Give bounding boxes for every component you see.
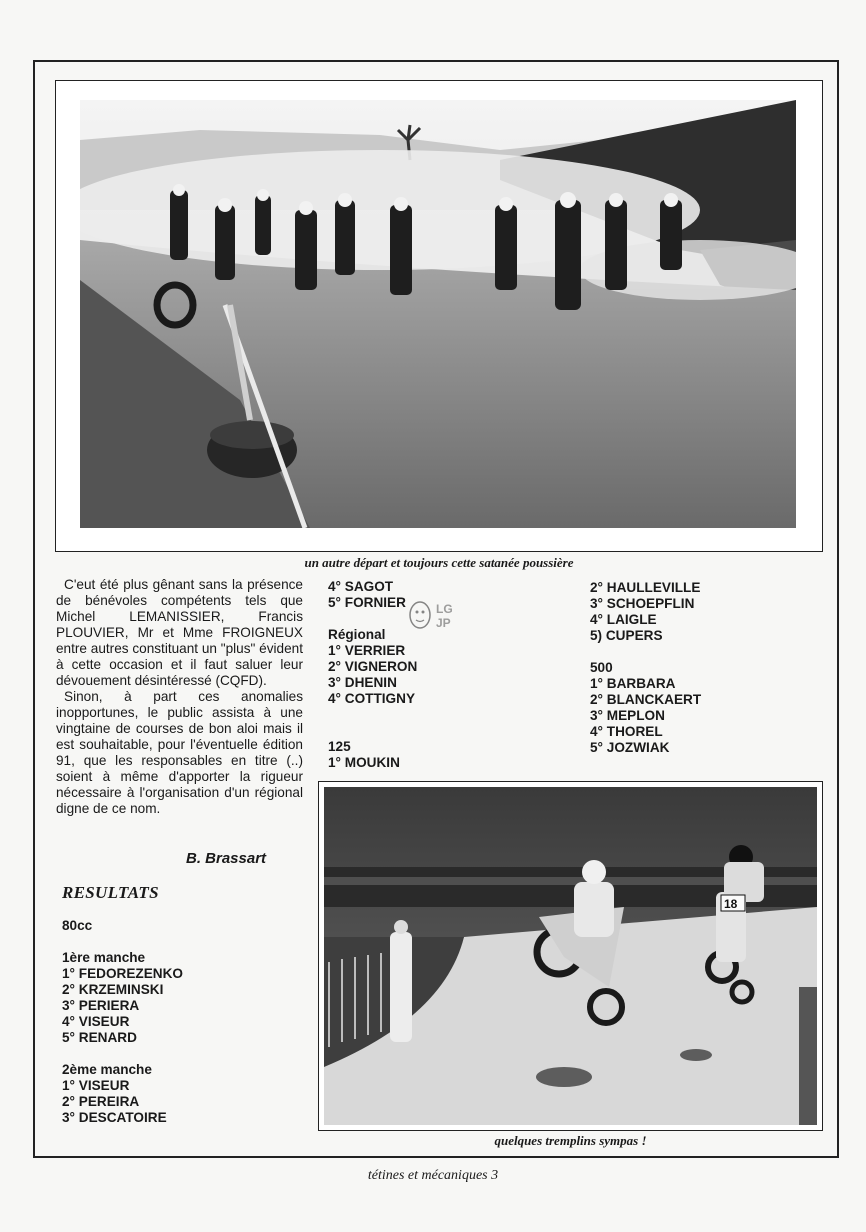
result-line: 1ère manche <box>62 950 146 965</box>
result-line: 125 <box>328 739 351 754</box>
result-line: 1° VERRIER <box>328 643 406 658</box>
result-line: 1° BARBARA <box>590 676 676 691</box>
result-line: 3° DESCATOIRE <box>62 1110 167 1125</box>
article-paragraph: Sinon, à part ces anomalies inopportunes, le public assista à une vingtaine de courses de bon aloi mais il est souhaitable, pour l'éventuelle édition 91, que les responsables en titre (..) soient à même d'apporter la rigueur nécessaire à l'organisation d'un régional digne de ce nom. <box>56 689 303 816</box>
article-paragraph: C'eut été plus gênant sans la présence de bénévoles compétents tels que Michel LEMANISSIER, Francis PLOUVIER, Mr et Mme FROIGNEUX entre autres constituant un "plus" évident à cette occasion et il faut saluer leur dévouement désintéressé (CQFD). <box>56 577 303 688</box>
photo2-illustration <box>324 787 817 1125</box>
results-column-3 <box>590 580 701 756</box>
result-line: Régional <box>328 627 386 642</box>
page-footer: tétines et mécaniques 3 <box>367 1168 499 1183</box>
result-line: 5° FORNIER <box>328 595 406 610</box>
article-body <box>56 577 303 817</box>
result-line: 4° LAIGLE <box>590 612 657 627</box>
result-line: 5) CUPERS <box>590 628 663 643</box>
result-line: 500 <box>590 660 613 675</box>
bike-number-label: 18 <box>724 897 738 911</box>
result-line: 3° MEPLON <box>590 708 665 723</box>
result-line: 4° VISEUR <box>62 1014 130 1029</box>
result-line: 2° VIGNERON <box>328 659 418 674</box>
result-line: 1° VISEUR <box>62 1078 130 1093</box>
svg-text:LG: LG <box>436 602 453 616</box>
results-column-1 <box>62 918 183 1126</box>
result-line: 3° DHENIN <box>328 675 397 690</box>
result-line: 1° FEDOREZENKO <box>62 966 183 981</box>
result-line: 4° THOREL <box>590 724 663 739</box>
result-line: 5° RENARD <box>62 1030 137 1045</box>
result-line: 4° COTTIGNY <box>328 691 416 706</box>
results-column-2 <box>328 579 417 771</box>
lgjp-stamp-logo <box>408 597 460 633</box>
result-line: 1° MOUKIN <box>328 755 400 770</box>
result-line: 2° PEREIRA <box>62 1094 140 1109</box>
photo2-caption: quelques tremplins sympas ! <box>494 1133 647 1148</box>
motocross-jump-photo <box>324 787 817 1125</box>
result-line: 3° PERIERA <box>62 998 140 1013</box>
result-line: 2° HAULLEVILLE <box>590 580 701 595</box>
result-line: 2° BLANCKAERT <box>590 692 702 707</box>
result-line: 4° SAGOT <box>328 579 394 594</box>
result-line: 5° JOZWIAK <box>590 740 670 755</box>
svg-text:JP: JP <box>436 616 451 630</box>
result-line: 3° SCHOEPFLIN <box>590 596 695 611</box>
photo1-caption: un autre départ et toujours cette satanée poussière <box>304 555 574 570</box>
motocross-start-photo <box>80 100 796 528</box>
result-line: 80cc <box>62 918 93 933</box>
results-title: RESULTATS <box>62 883 159 902</box>
result-line: 2ème manche <box>62 1062 152 1077</box>
result-line: 2° KRZEMINSKI <box>62 982 164 997</box>
author-signature: B. Brassart <box>186 850 267 867</box>
photo1-illustration <box>80 100 796 528</box>
